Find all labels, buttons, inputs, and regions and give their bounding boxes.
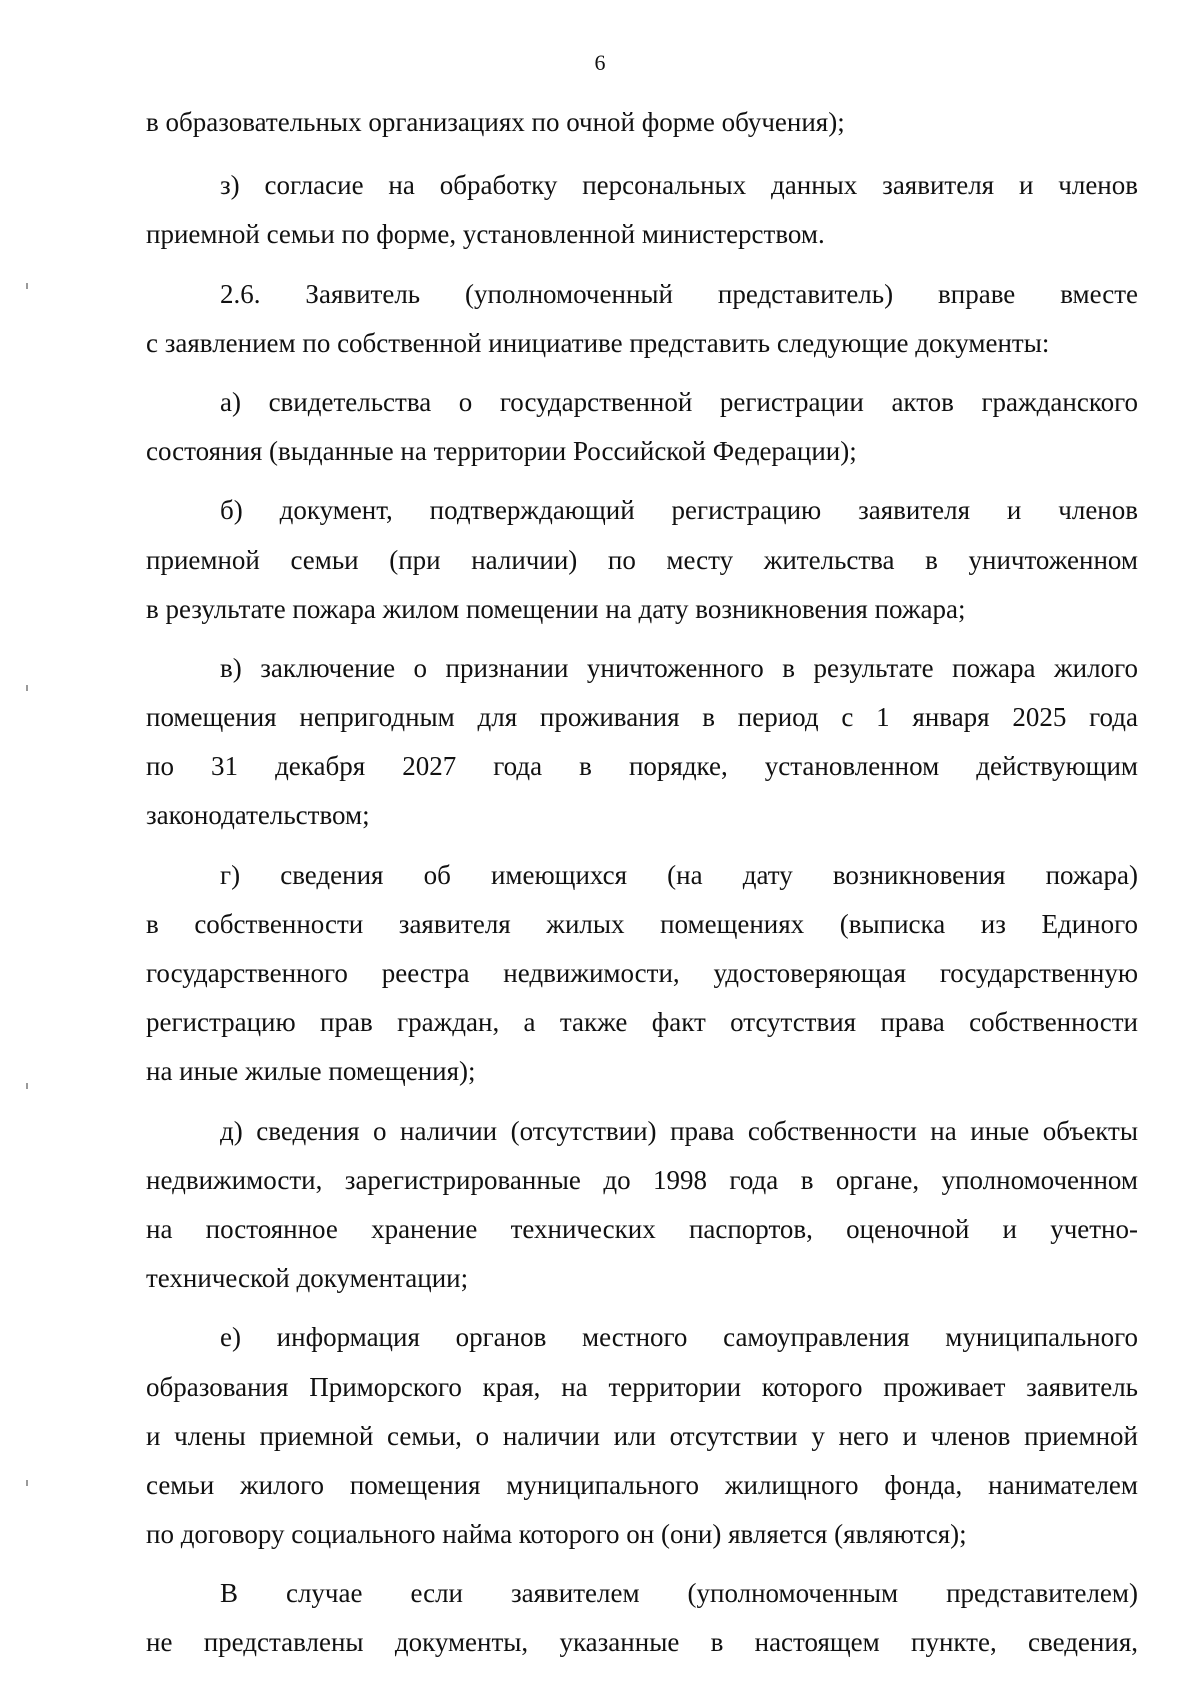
text-line: в результате пожара жилом помещении на дату возникновения пожара; bbox=[146, 593, 966, 624]
text-line: государственного реестра недвижимости, удостоверяющая государственную bbox=[146, 958, 1138, 988]
text-line: в собственности заявителя жилых помещениях (выписка из Единого bbox=[146, 908, 1138, 939]
text-line: по 31 декабря 2027 года в порядке, установленном действующим bbox=[146, 751, 1138, 782]
scan-edge-mark bbox=[26, 685, 28, 691]
scan-edge-mark bbox=[26, 1083, 28, 1089]
text-line: а) свидетельства о государственной регистрации актов гражданского bbox=[220, 386, 1138, 417]
text-line: на постоянное хранение технических паспортов, оценочной и учетно- bbox=[146, 1213, 1138, 1244]
text-line: в) заключение о признании уничтоженного в результате пожара жилого bbox=[220, 652, 1138, 683]
text-line: з) согласие на обработку персональных данных заявителя и членов bbox=[220, 170, 1138, 201]
text-line: законодательством; bbox=[146, 800, 370, 831]
text-line: состояния (выданные на территории Российской Федерации); bbox=[146, 436, 857, 467]
text-line: б) документ, подтверждающий регистрацию заявителя и членов bbox=[220, 495, 1138, 526]
document-body bbox=[146, 98, 1138, 1668]
text-line: 2.6. Заявитель (уполномоченный представитель) вправе вместе bbox=[220, 278, 1138, 309]
text-line: г) сведения об имеющихся (на дату возникновения пожара) bbox=[220, 859, 1138, 890]
text-line: на иные жилые помещения); bbox=[146, 1056, 476, 1087]
scan-edge-mark bbox=[26, 283, 28, 289]
text-line: в образовательных организациях по очной форме обучения); bbox=[146, 107, 845, 137]
text-line: приемной семьи по форме, установленной министерством. bbox=[146, 219, 825, 250]
text-line: образования Приморского края, на территории которого проживает заявитель bbox=[146, 1371, 1138, 1402]
page-number: 6 bbox=[594, 50, 606, 75]
text-line: не представлены документы, указанные в настоящем пункте, сведения, bbox=[146, 1627, 1138, 1658]
text-line: по договору социального найма которого он (они) является (являются); bbox=[146, 1519, 967, 1550]
text-line: д) сведения о наличии (отсутствии) права собственности на иные объекты bbox=[220, 1115, 1138, 1146]
text-line: е) информация органов местного самоуправления муниципального bbox=[220, 1322, 1138, 1353]
text-line: В случае если заявителем (уполномоченным представителем) bbox=[220, 1578, 1138, 1609]
text-line: технической документации; bbox=[146, 1263, 469, 1294]
text-line: и члены приемной семьи, о наличии или отсутствии у него и членов приемной bbox=[146, 1420, 1138, 1451]
text-line: семьи жилого помещения муниципального жилищного фонда, нанимателем bbox=[146, 1469, 1138, 1500]
text-line: помещения непригодным для проживания в период с 1 января 2025 года bbox=[146, 702, 1138, 733]
text-line: приемной семьи (при наличии) по месту жительства в уничтоженном bbox=[146, 544, 1138, 575]
scan-edge-mark bbox=[26, 1480, 28, 1486]
text-line: с заявлением по собственной инициативе представить следующие документы: bbox=[146, 327, 1050, 358]
text-line: недвижимости, зарегистрированные до 1998 года в органе, уполномоченном bbox=[146, 1164, 1138, 1195]
text-line: регистрацию прав граждан, а также факт отсутствия права собственности bbox=[146, 1007, 1138, 1038]
